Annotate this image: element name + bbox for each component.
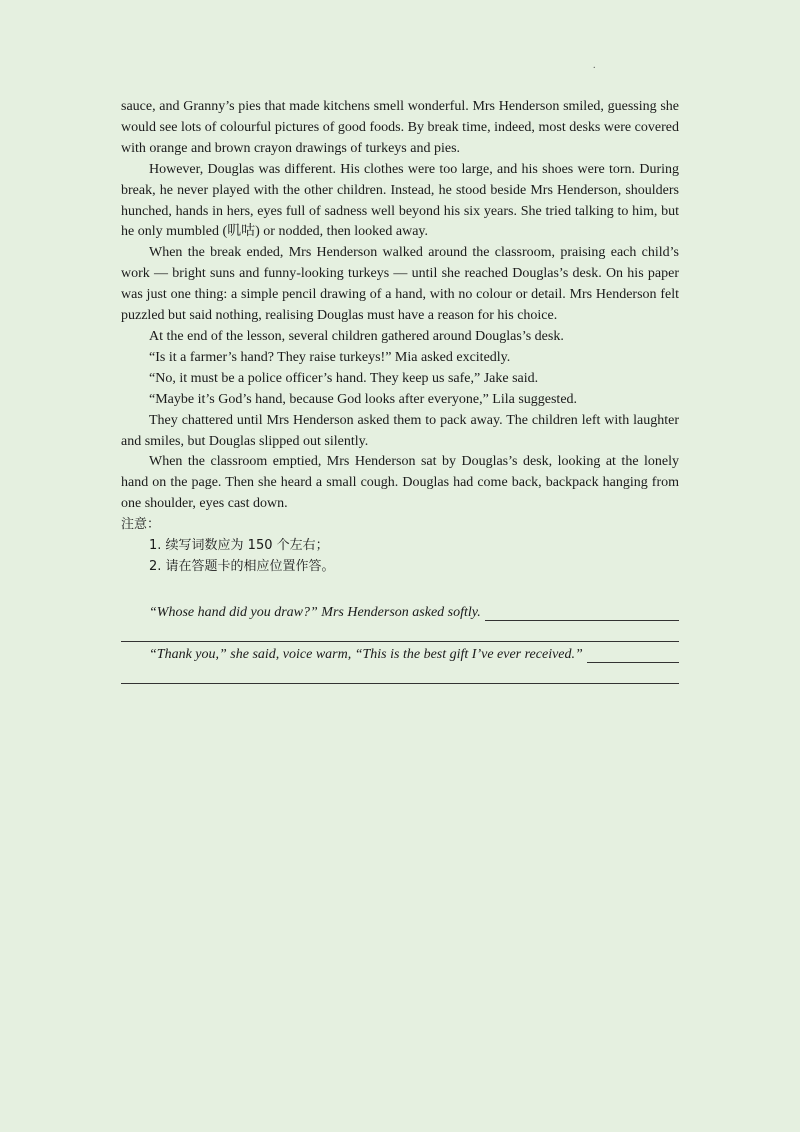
passage-paragraph-1: sauce, and Granny’s pies that made kitchens smell wonderful. Mrs Henderson smiled, guessing she would see lots of colourful pictures of good foods. By break time, indeed, most desks were covered with orange and brown crayon drawings of turkeys and pies. — [121, 99, 679, 156]
passage-paragraph-2: However, Douglas was different. His clothes were too large, and his shoes were torn. During break, he never played with the other children. Instead, he stood beside Mrs Henderson, shoulders hunched, hands in hers, eyes full of sadness well beyond his six years. She tried talking to him, but he only mumbled (叽咕) or nodded, then looked away. — [121, 161, 679, 240]
prompt-line-1 — [121, 600, 679, 621]
answer-blank-1[interactable] — [485, 604, 679, 621]
passage-paragraph-3: When the break ended, Mrs Henderson walked around the classroom, praising each child’s work — bright suns and funny-looking turkeys — until she reached Douglas’s desk. On his paper was just one thing: a simple pencil drawing of a hand, with no colour or detail. Mrs Henderson felt puzzled but said nothing, realising Douglas must have a reason for his choice. — [121, 245, 679, 324]
passage-paragraph-8: They chattered until Mrs Henderson asked them to pack away. The children left with laughter and smiles, but Douglas slipped out silently. — [121, 412, 679, 449]
answer-line-1[interactable] — [121, 621, 679, 642]
prompt-line-2 — [121, 642, 679, 663]
answer-line-2[interactable] — [121, 663, 679, 684]
prompt-1-text: “Whose hand did you draw?” Mrs Henderson asked softly. — [149, 605, 481, 620]
page-corner-mark: . — [593, 60, 596, 71]
note-item-1: 1. 续写词数应为 150 个左右； — [149, 538, 329, 554]
note-item-2: 2. 请在答题卡的相应位置作答。 — [149, 558, 335, 574]
passage-paragraph-4: At the end of the lesson, several children gathered around Douglas’s desk. — [149, 328, 564, 344]
story-passage — [121, 97, 679, 578]
passage-paragraph-9: When the classroom emptied, Mrs Henderson sat by Douglas’s desk, looking at the lonely hand on the page. Then she heard a small cough. Douglas had come back, backpack hanging from one shoulder, eyes cast down. — [121, 454, 679, 512]
prompt-2-text: “Thank you,” she said, voice warm, “This is the best gift I’ve ever received.” — [149, 647, 583, 662]
passage-paragraph-5: “Is it a farmer’s hand? They raise turkeys!” Mia asked excitedly. — [149, 349, 511, 365]
answer-blank-2[interactable] — [587, 646, 679, 663]
passage-paragraph-6: “No, it must be a police officer’s hand. They keep us safe,” Jake said. — [149, 370, 539, 386]
notes-heading: 注意： — [121, 517, 161, 533]
continuation-prompts — [121, 600, 679, 684]
passage-paragraph-7: “Maybe it’s God’s hand, because God looks after everyone,” Lila suggested. — [149, 391, 578, 407]
